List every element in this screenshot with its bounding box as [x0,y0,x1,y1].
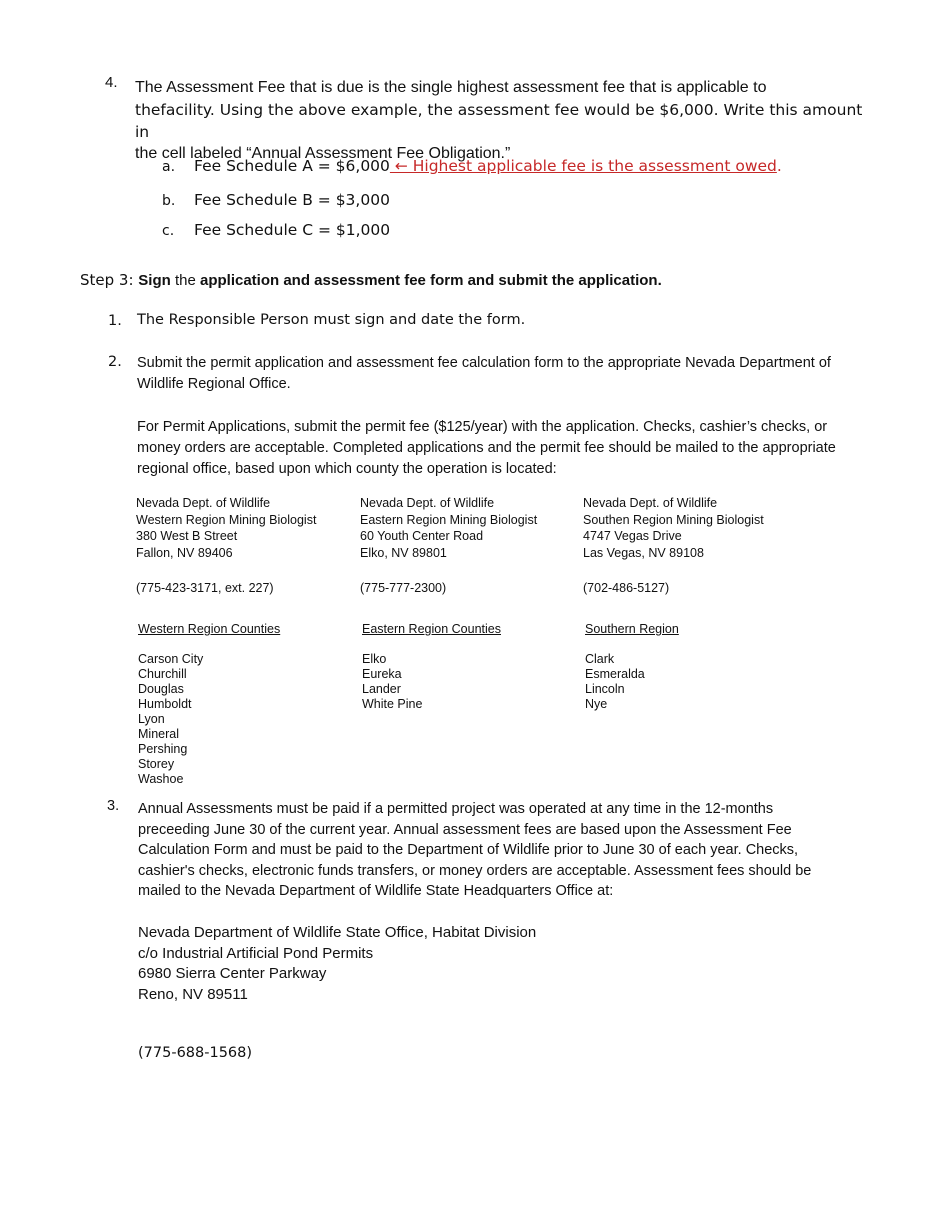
office-line: Las Vegas, NV 89108 [583,545,704,560]
item-4-line-1: The Assessment Fee that is due is the single highest assessment fee that is applicable to [135,79,767,96]
step-3-heading [80,271,662,289]
sub-item-label: b. [162,193,176,209]
county-item: White Pine [362,697,423,711]
county-item: Churchill [138,667,187,681]
southern-region-heading: Southern Region [585,622,679,636]
office-line: 4747 Vegas Drive [583,529,682,543]
step-3-item-3-paragraph [138,799,879,902]
southern-county-list [585,652,645,712]
step-3-item-2-paragraph-1 [137,353,882,395]
eastern-county-list [362,652,422,712]
office-line: Nevada Dept. of Wildlife [583,496,718,510]
fee-schedule-b [162,191,390,209]
hq-address-line: 6980 Sierra Center Parkway [138,965,327,982]
southern-office-address [583,495,798,561]
western-county-list [138,652,203,787]
fee-schedule-a-text: Fee Schedule A = $6,000 [194,157,390,175]
county-item: Douglas [138,682,184,696]
paragraph-line: Annual Assessments must be paid if a permitted project was operated at any time in the 12-months [138,801,774,817]
office-line: 380 West B Street [136,529,238,543]
county-item: Esmeralda [585,667,645,681]
paragraph-line: preceeding June 30 of the current year. Annual assessment fees are based upon the Assessment Fee [138,821,792,838]
paragraph-line: For Permit Applications, submit the permit fee ($125/year) with the application. Checks, cashier’s checks, or [137,419,828,435]
sub-item-label: c. [162,223,175,239]
paragraph-line: cashier's checks, electronic funds transfers, or money orders are acceptable. Assessment fees should be [138,862,812,879]
hq-address [138,923,536,1005]
paragraph-line: Submit the permit application and assessment fee calculation form to the appropriate Nevada Department of [137,355,831,371]
county-item: Carson City [138,652,204,666]
office-line: Eastern Region Mining Biologist [360,512,538,527]
county-item: Washoe [138,772,184,786]
hq-address-line: c/o Industrial Artificial Pond Permits [138,944,374,962]
step-3-prefix: Step 3: [80,271,139,289]
paragraph-line: regional office, based upon which county the operation is located: [137,461,557,477]
paragraph-line: mailed to the Nevada Department of Wildlife State Headquarters Office at: [138,883,614,899]
sub-item-label: a. [162,159,176,175]
county-item: Lincoln [585,682,625,696]
county-item: Eureka [362,667,402,681]
step-3-item-2-number: 2. [108,354,122,370]
county-item: Lyon [138,712,165,726]
annotation-period: . [776,157,782,175]
county-item: Storey [138,757,175,771]
county-item: Lander [362,682,401,696]
eastern-office-address [360,495,575,561]
western-region-heading: Western Region Counties [138,622,281,636]
item-4-paragraph [135,77,875,165]
fee-schedule-a [162,157,782,175]
eastern-office-phone: (775-777-2300) [360,581,447,595]
fee-schedule-b-text: Fee Schedule B = $3,000 [194,191,390,209]
county-item: Elko [362,652,387,666]
office-line: Western Region Mining Biologist [136,512,317,527]
item-4-number: 4. [105,74,118,91]
fee-schedule-c [162,221,390,239]
office-line: Southen Region Mining Biologist [583,512,764,527]
item-4-line-3: the cell labeled “Annual Assessment Fee Obligation.” [135,145,511,162]
office-line: Nevada Dept. of Wildlife [360,496,495,510]
county-item: Pershing [138,742,188,756]
highest-fee-annotation: ← Highest applicable fee is the assessment owed [389,157,777,175]
paragraph-line: money orders are acceptable. Completed applications and the permit fee should be mailed to the appropriate [137,440,836,456]
county-item: Clark [585,652,615,666]
eastern-region-heading: Eastern Region Counties [362,622,501,636]
step-3-the: the [170,272,200,289]
hq-phone: (775-688-1568) [138,1045,253,1061]
step-3-item-2-paragraph-2 [137,417,882,480]
step-3-sign: Sign [138,272,171,289]
western-office-address [136,495,351,561]
office-line: Fallon, NV 89406 [136,545,233,560]
step-3-item-1-text: The Responsible Person must sign and date the form. [137,312,526,328]
paragraph-line: Calculation Form and must be paid to the Department of Wildlife prior to June 30 of each year. Checks, [138,842,799,858]
office-line: Nevada Dept. of Wildlife [136,496,271,510]
county-item: Nye [585,697,608,711]
item-4-line-2: thefacility. Using the above example, the assessment fee would be $6,000. Write this amount in [135,101,863,141]
step-3-item-1-number: 1. [108,313,122,329]
paragraph-line: Wildlife Regional Office. [137,376,291,392]
step-3-rest: application and assessment fee form and submit the application. [199,272,662,289]
step-3-item-3-number: 3. [107,798,120,814]
southern-office-phone: (702-486-5127) [583,581,670,595]
office-line: 60 Youth Center Road [360,529,484,543]
office-line: Elko, NV 89801 [360,545,447,560]
fee-schedule-c-text: Fee Schedule C = $1,000 [194,221,391,239]
hq-address-line: Nevada Department of Wildlife State Office, Habitat Division [138,924,537,941]
hq-address-line: Reno, NV 89511 [138,985,248,1003]
county-item: Mineral [138,727,179,741]
county-item: Humboldt [138,697,192,711]
western-office-phone: (775-423-3171, ext. 227) [136,581,274,595]
